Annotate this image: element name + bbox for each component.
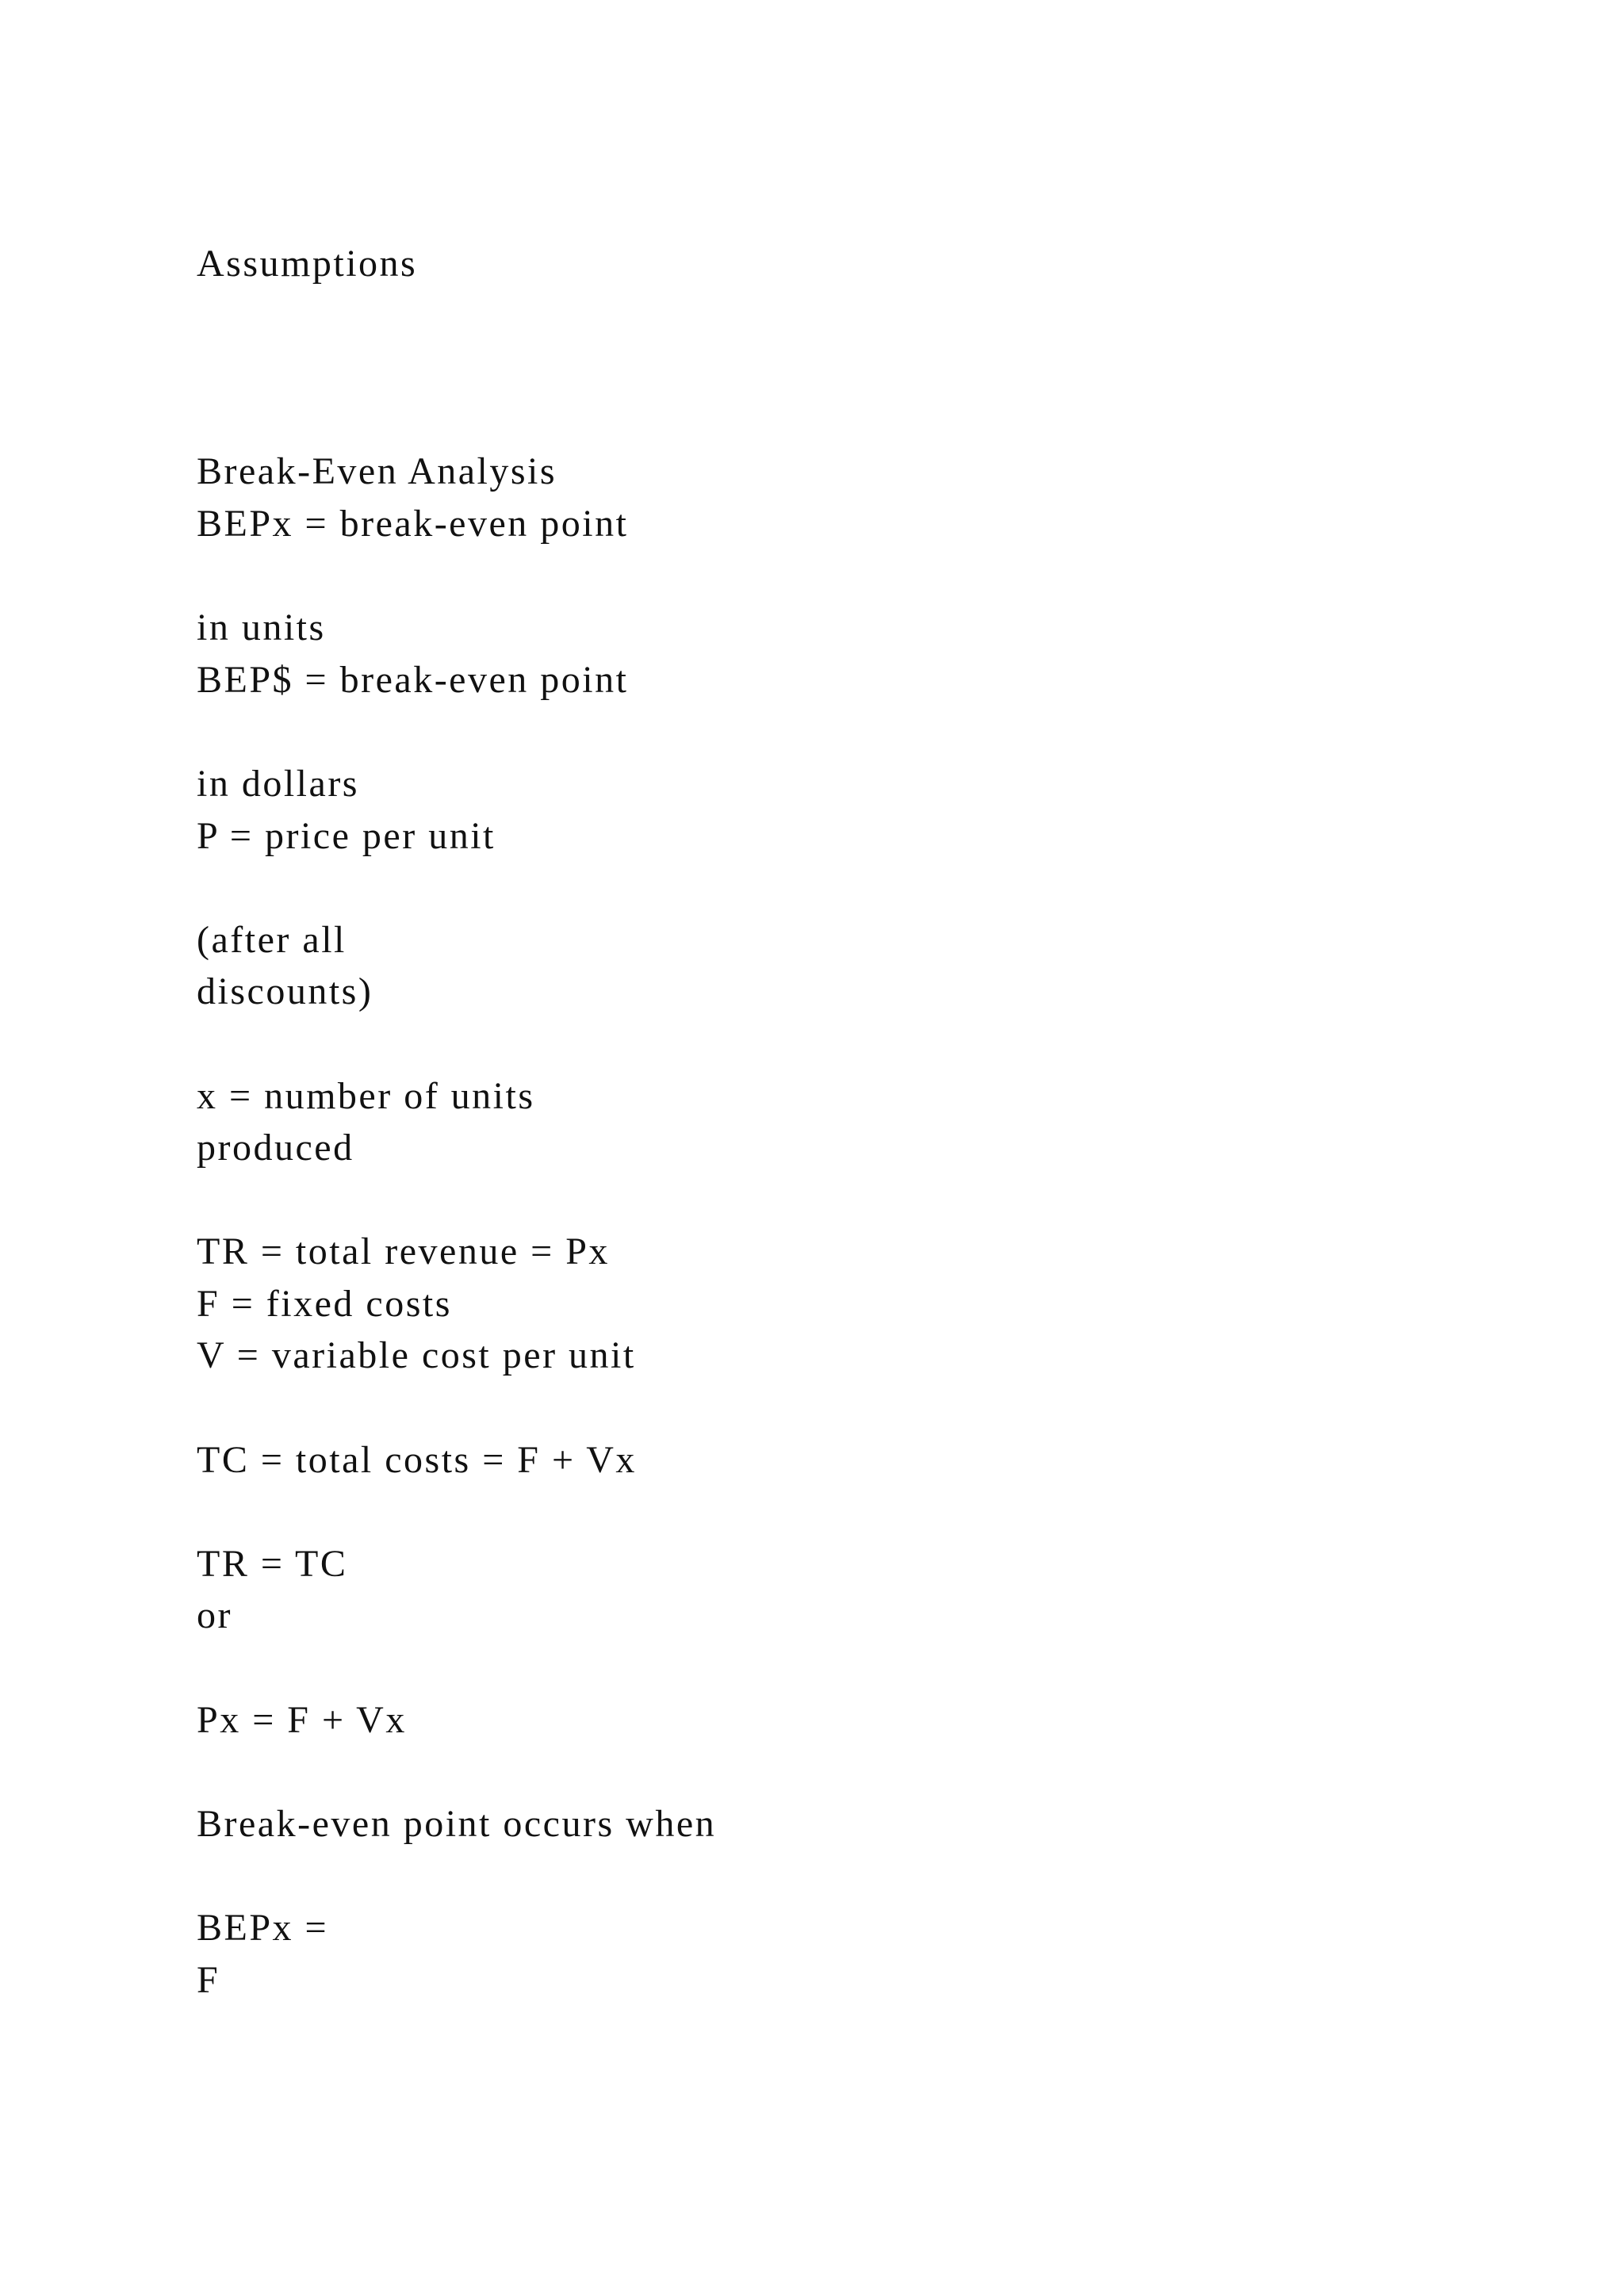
text-line: BEPx = [197, 1907, 329, 1950]
text-line: in dollars [197, 762, 359, 805]
heading-assumptions: Assumptions [197, 243, 418, 285]
text-line: BEPx = break-even point [197, 502, 629, 545]
text-line: V = variable cost per unit [197, 1334, 636, 1377]
heading-break-even-analysis: Break-Even Analysis [197, 450, 557, 493]
blank-gap [197, 706, 1465, 758]
blank-gap [197, 1486, 1465, 1538]
text-line: discounts) [197, 970, 373, 1013]
text-line: TC = total costs = F + Vx [197, 1438, 637, 1481]
text-line: x = number of units [197, 1074, 535, 1117]
blank-gap [197, 1642, 1465, 1694]
text-line: P = price per unit [197, 814, 496, 857]
blank-gap [197, 1174, 1465, 1226]
text-line: TR = total revenue = Px [197, 1230, 610, 1273]
blank-gap [197, 862, 1465, 914]
text-line: produced [197, 1127, 354, 1169]
text-line: Px = F + Vx [197, 1698, 407, 1741]
blank-gap [197, 290, 1465, 446]
text-line: BEP$ = break-even point [197, 658, 629, 701]
blank-gap [197, 1850, 1465, 1902]
blank-gap [197, 550, 1465, 603]
text-line: F = fixed costs [197, 1282, 452, 1325]
blank-gap [197, 1746, 1465, 1798]
blank-gap [197, 1018, 1465, 1070]
text-line: (after all [197, 918, 347, 961]
text-line: or [197, 1594, 232, 1637]
blank-gap [197, 1382, 1465, 1434]
text-line: F [197, 1958, 220, 2001]
document-body [197, 238, 1465, 2006]
text-line: in units [197, 607, 326, 649]
text-line: Break-even point occurs when [197, 1802, 717, 1845]
text-line: TR = TC [197, 1542, 348, 1585]
